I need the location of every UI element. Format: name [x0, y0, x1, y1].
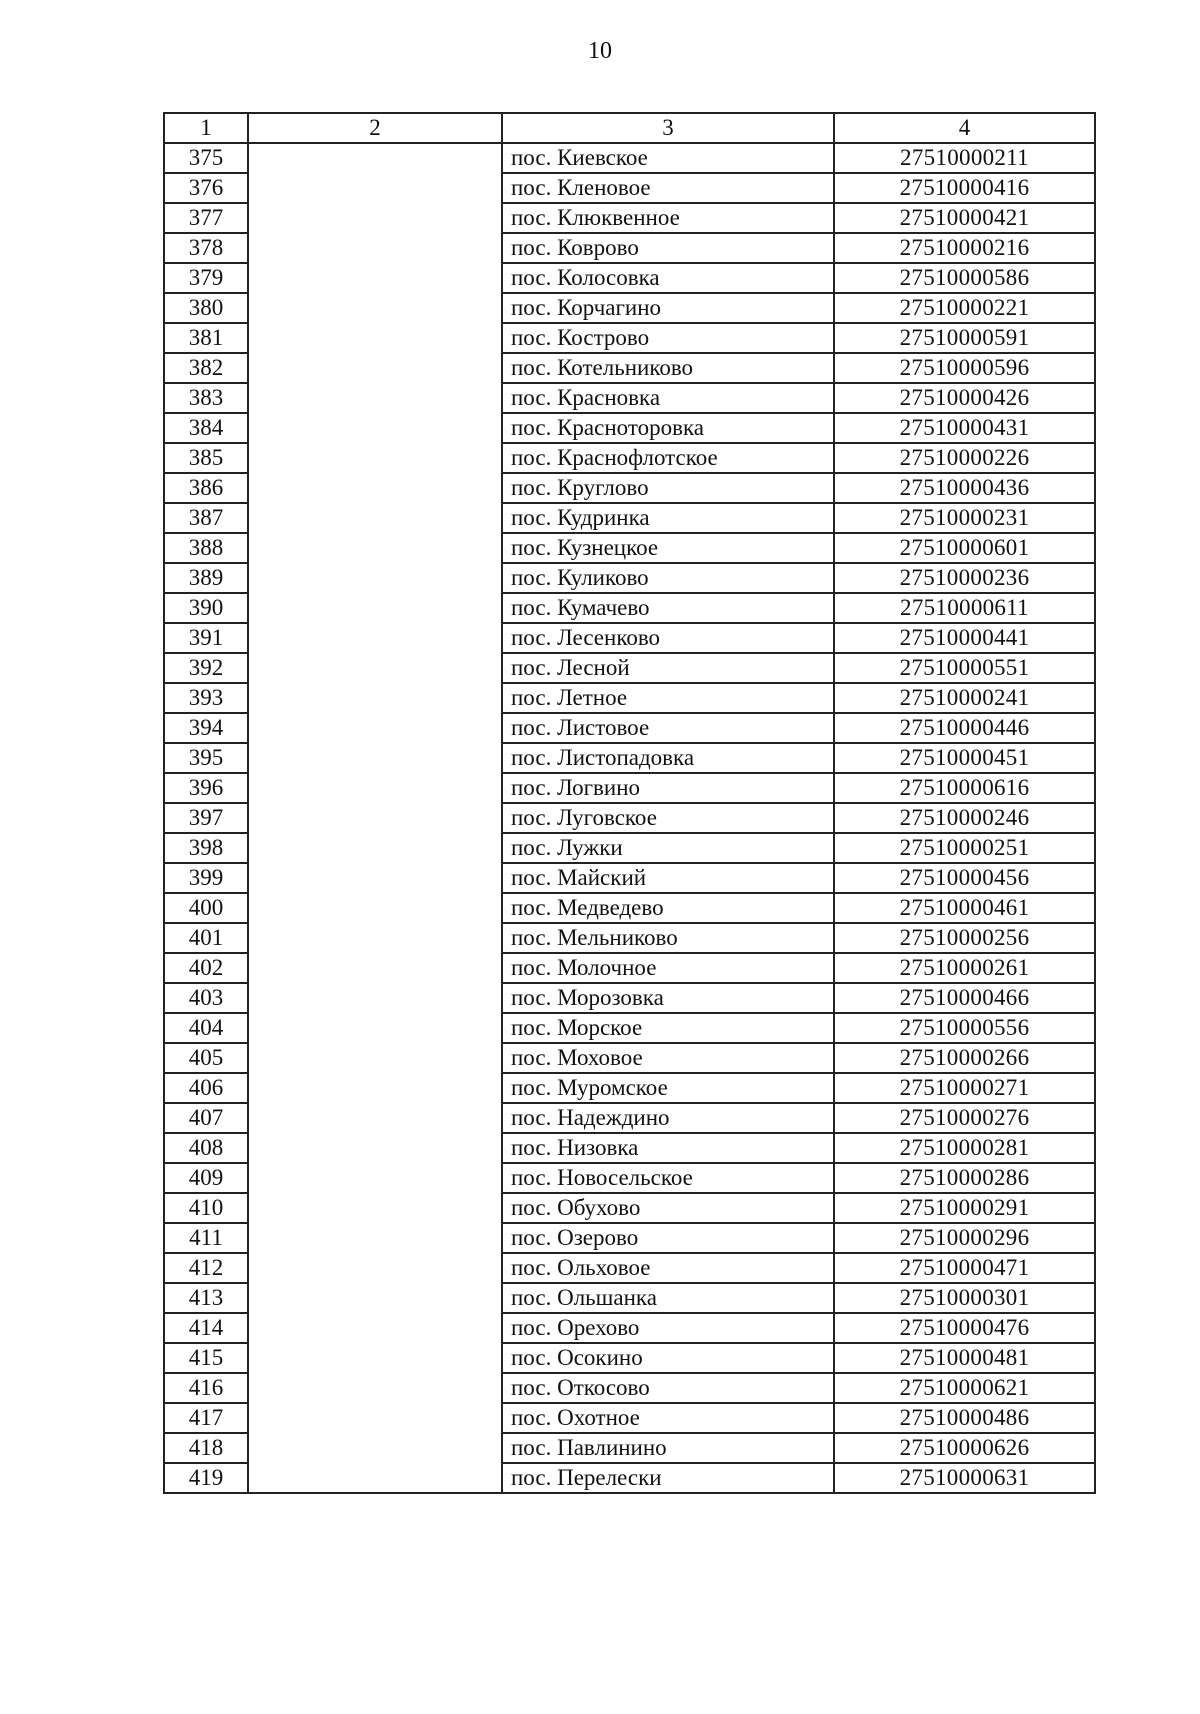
oktmo-code: 27510000591 [834, 323, 1095, 353]
settlement-name: пос. Краснофлотское [502, 443, 834, 473]
row-number: 408 [164, 1133, 248, 1163]
row-number: 410 [164, 1193, 248, 1223]
oktmo-code: 27510000456 [834, 863, 1095, 893]
row-number: 409 [164, 1163, 248, 1193]
oktmo-code: 27510000286 [834, 1163, 1095, 1193]
oktmo-code: 27510000441 [834, 623, 1095, 653]
settlement-name: пос. Листовое [502, 713, 834, 743]
row-number: 385 [164, 443, 248, 473]
settlement-name: пос. Лесенково [502, 623, 834, 653]
row-number: 418 [164, 1433, 248, 1463]
row-number: 390 [164, 593, 248, 623]
settlement-name: пос. Кудринка [502, 503, 834, 533]
settlement-name: пос. Логвино [502, 773, 834, 803]
settlement-name: пос. Орехово [502, 1313, 834, 1343]
row-number: 405 [164, 1043, 248, 1073]
settlement-name: пос. Майский [502, 863, 834, 893]
row-number: 382 [164, 353, 248, 383]
settlement-name: пос. Ольховое [502, 1253, 834, 1283]
settlement-name: пос. Киевское [502, 143, 834, 173]
oktmo-code: 27510000421 [834, 203, 1095, 233]
oktmo-code: 27510000446 [834, 713, 1095, 743]
oktmo-code: 27510000596 [834, 353, 1095, 383]
oktmo-code: 27510000601 [834, 533, 1095, 563]
row-number: 407 [164, 1103, 248, 1133]
settlement-name: пос. Летное [502, 683, 834, 713]
row-number: 379 [164, 263, 248, 293]
row-number: 387 [164, 503, 248, 533]
settlement-name: пос. Круглово [502, 473, 834, 503]
oktmo-code: 27510000451 [834, 743, 1095, 773]
page-number: 10 [588, 38, 612, 64]
settlement-name: пос. Лужки [502, 833, 834, 863]
settlement-name: пос. Колосовка [502, 263, 834, 293]
table-body [164, 113, 1095, 1493]
settlement-name: пос. Павлинино [502, 1433, 834, 1463]
oktmo-code: 27510000301 [834, 1283, 1095, 1313]
oktmo-code: 27510000431 [834, 413, 1095, 443]
settlement-name: пос. Листопадовка [502, 743, 834, 773]
settlement-name: пос. Новосельское [502, 1163, 834, 1193]
oktmo-code: 27510000251 [834, 833, 1095, 863]
row-number: 388 [164, 533, 248, 563]
oktmo-code: 27510000616 [834, 773, 1095, 803]
settlement-name: пос. Куликово [502, 563, 834, 593]
oktmo-code: 27510000256 [834, 923, 1095, 953]
oktmo-code: 27510000216 [834, 233, 1095, 263]
column-1-header: 1 [164, 113, 248, 143]
settlement-name: пос. Низовка [502, 1133, 834, 1163]
oktmo-code: 27510000551 [834, 653, 1095, 683]
oktmo-code: 27510000271 [834, 1073, 1095, 1103]
row-number: 399 [164, 863, 248, 893]
oktmo-code: 27510000631 [834, 1463, 1095, 1493]
row-number: 376 [164, 173, 248, 203]
oktmo-code: 27510000276 [834, 1103, 1095, 1133]
settlement-name: пос. Корчагино [502, 293, 834, 323]
oktmo-code: 27510000466 [834, 983, 1095, 1013]
oktmo-code: 27510000241 [834, 683, 1095, 713]
row-number: 394 [164, 713, 248, 743]
oktmo-code: 27510000221 [834, 293, 1095, 323]
oktmo-code: 27510000291 [834, 1193, 1095, 1223]
row-number: 393 [164, 683, 248, 713]
table-row [164, 143, 1095, 173]
settlement-name: пос. Красновка [502, 383, 834, 413]
settlement-name: пос. Обухово [502, 1193, 834, 1223]
row-number: 403 [164, 983, 248, 1013]
oktmo-code: 27510000626 [834, 1433, 1095, 1463]
oktmo-code: 27510000471 [834, 1253, 1095, 1283]
settlement-name: пос. Муромское [502, 1073, 834, 1103]
row-number: 398 [164, 833, 248, 863]
row-number: 375 [164, 143, 248, 173]
settlement-name: пос. Охотное [502, 1403, 834, 1433]
oktmo-code: 27510000211 [834, 143, 1095, 173]
oktmo-code: 27510000296 [834, 1223, 1095, 1253]
settlement-name: пос. Перелески [502, 1463, 834, 1493]
settlement-name: пос. Медведево [502, 893, 834, 923]
oktmo-code: 27510000556 [834, 1013, 1095, 1043]
oktmo-code: 27510000586 [834, 263, 1095, 293]
settlement-name: пос. Кострово [502, 323, 834, 353]
settlement-name: пос. Луговское [502, 803, 834, 833]
settlement-name: пос. Откосово [502, 1373, 834, 1403]
row-number: 396 [164, 773, 248, 803]
column-4-header: 4 [834, 113, 1095, 143]
row-number: 391 [164, 623, 248, 653]
oktmo-code: 27510000261 [834, 953, 1095, 983]
row-number: 401 [164, 923, 248, 953]
row-number: 384 [164, 413, 248, 443]
settlement-name: пос. Надеждино [502, 1103, 834, 1133]
merged-empty-cell [248, 143, 502, 1493]
row-number: 416 [164, 1373, 248, 1403]
row-number: 415 [164, 1343, 248, 1373]
settlement-name: пос. Озерово [502, 1223, 834, 1253]
row-number: 397 [164, 803, 248, 833]
row-number: 389 [164, 563, 248, 593]
settlement-name: пос. Кленовое [502, 173, 834, 203]
row-number: 386 [164, 473, 248, 503]
settlement-name: пос. Морозовка [502, 983, 834, 1013]
settlement-name: пос. Красноторовка [502, 413, 834, 443]
row-number: 413 [164, 1283, 248, 1313]
settlement-name: пос. Молочное [502, 953, 834, 983]
oktmo-code: 27510000461 [834, 893, 1095, 923]
settlement-name: пос. Клюквенное [502, 203, 834, 233]
row-number: 377 [164, 203, 248, 233]
oktmo-code: 27510000416 [834, 173, 1095, 203]
row-number: 380 [164, 293, 248, 323]
row-number: 419 [164, 1463, 248, 1493]
settlement-name: пос. Ольшанка [502, 1283, 834, 1313]
oktmo-code: 27510000486 [834, 1403, 1095, 1433]
oktmo-code: 27510000476 [834, 1313, 1095, 1343]
oktmo-code: 27510000621 [834, 1373, 1095, 1403]
settlement-name: пос. Котельниково [502, 353, 834, 383]
oktmo-code: 27510000266 [834, 1043, 1095, 1073]
oktmo-code: 27510000231 [834, 503, 1095, 533]
settlements-table [163, 112, 1096, 1494]
settlement-name: пос. Кузнецкое [502, 533, 834, 563]
column-number-row [164, 113, 1095, 143]
oktmo-code: 27510000226 [834, 443, 1095, 473]
row-number: 378 [164, 233, 248, 263]
oktmo-code: 27510000611 [834, 593, 1095, 623]
row-number: 406 [164, 1073, 248, 1103]
row-number: 400 [164, 893, 248, 923]
row-number: 414 [164, 1313, 248, 1343]
row-number: 417 [164, 1403, 248, 1433]
oktmo-code: 27510000436 [834, 473, 1095, 503]
oktmo-code: 27510000236 [834, 563, 1095, 593]
row-number: 411 [164, 1223, 248, 1253]
oktmo-code: 27510000426 [834, 383, 1095, 413]
oktmo-code: 27510000246 [834, 803, 1095, 833]
oktmo-code: 27510000281 [834, 1133, 1095, 1163]
row-number: 381 [164, 323, 248, 353]
settlement-name: пос. Коврово [502, 233, 834, 263]
row-number: 392 [164, 653, 248, 683]
column-2-header: 2 [248, 113, 502, 143]
settlement-name: пос. Морское [502, 1013, 834, 1043]
row-number: 412 [164, 1253, 248, 1283]
row-number: 402 [164, 953, 248, 983]
settlement-name: пос. Осокино [502, 1343, 834, 1373]
row-number: 395 [164, 743, 248, 773]
settlement-name: пос. Моховое [502, 1043, 834, 1073]
column-3-header: 3 [502, 113, 834, 143]
row-number: 404 [164, 1013, 248, 1043]
settlement-name: пос. Кумачево [502, 593, 834, 623]
oktmo-code: 27510000481 [834, 1343, 1095, 1373]
row-number: 383 [164, 383, 248, 413]
settlement-name: пос. Лесной [502, 653, 834, 683]
settlement-name: пос. Мельниково [502, 923, 834, 953]
